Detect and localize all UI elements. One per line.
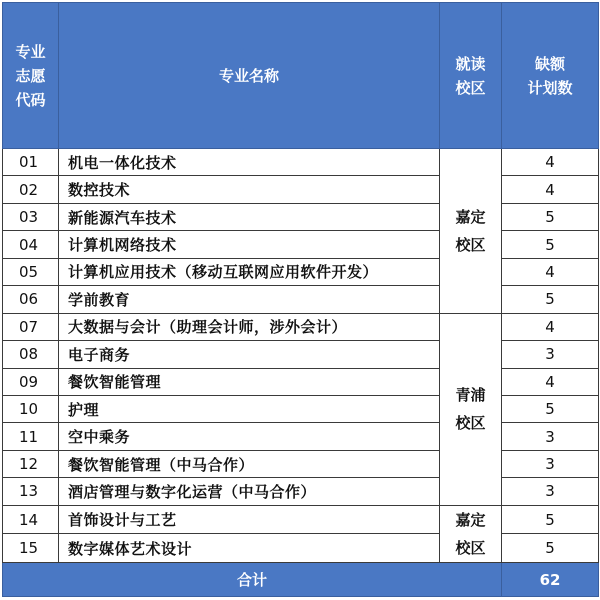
row-name: 电子商务 xyxy=(59,341,440,368)
row-quota: 4 xyxy=(502,176,599,203)
table-header-row xyxy=(3,3,599,149)
header-campus-line: 就读 xyxy=(455,54,486,73)
table-row xyxy=(3,341,599,368)
campus-line: 青浦 xyxy=(455,386,486,405)
table-row xyxy=(3,149,599,176)
header-quota-line: 计划数 xyxy=(527,78,573,97)
table-row xyxy=(3,478,599,505)
campus-cell-qingpu xyxy=(440,313,502,505)
header-code-line: 专业 xyxy=(15,42,46,61)
row-name: 学前教育 xyxy=(59,286,440,313)
row-quota: 5 xyxy=(502,231,599,258)
table-row xyxy=(3,423,599,450)
row-name: 数字媒体艺术设计 xyxy=(59,534,440,563)
header-campus xyxy=(440,3,502,149)
row-code: 14 xyxy=(3,505,59,534)
table-row xyxy=(3,450,599,477)
header-quota-line: 缺额 xyxy=(534,54,565,73)
row-quota: 4 xyxy=(502,149,599,176)
row-quota: 5 xyxy=(502,395,599,422)
table-row xyxy=(3,505,599,534)
row-code: 12 xyxy=(3,450,59,477)
row-name: 计算机应用技术（移动互联网应用软件开发） xyxy=(59,258,440,285)
table-row xyxy=(3,286,599,313)
total-label: 合计 xyxy=(3,563,502,597)
table-row xyxy=(3,231,599,258)
table-row xyxy=(3,534,599,563)
campus-line: 嘉定 xyxy=(455,510,486,529)
row-code: 08 xyxy=(3,341,59,368)
campus-line: 校区 xyxy=(455,538,486,557)
campus-line: 校区 xyxy=(455,414,486,433)
table-row xyxy=(3,176,599,203)
row-code: 06 xyxy=(3,286,59,313)
campus-cell-jiading xyxy=(440,149,502,314)
row-quota: 3 xyxy=(502,478,599,505)
header-quota xyxy=(502,3,599,149)
row-code: 15 xyxy=(3,534,59,563)
campus-line: 校区 xyxy=(455,235,486,254)
header-code-line: 代码 xyxy=(15,90,46,109)
header-code-line: 志愿 xyxy=(15,66,46,85)
row-code: 02 xyxy=(3,176,59,203)
row-code: 03 xyxy=(3,203,59,230)
row-quota: 3 xyxy=(502,341,599,368)
row-name: 计算机网络技术 xyxy=(59,231,440,258)
row-quota: 4 xyxy=(502,368,599,395)
row-code: 07 xyxy=(3,313,59,340)
campus-cell-jiading-2 xyxy=(440,505,502,562)
row-name: 机电一体化技术 xyxy=(59,149,440,176)
table-row xyxy=(3,258,599,285)
row-name: 护理 xyxy=(59,395,440,422)
table-row xyxy=(3,203,599,230)
row-quota: 4 xyxy=(502,258,599,285)
row-quota: 5 xyxy=(502,505,599,534)
header-name: 专业名称 xyxy=(59,3,440,149)
row-name: 新能源汽车技术 xyxy=(59,203,440,230)
header-campus-line: 校区 xyxy=(455,78,486,97)
row-name: 空中乘务 xyxy=(59,423,440,450)
total-row xyxy=(3,563,599,597)
enrollment-table xyxy=(2,2,599,597)
row-name: 首饰设计与工艺 xyxy=(59,505,440,534)
row-code: 10 xyxy=(3,395,59,422)
row-quota: 5 xyxy=(502,203,599,230)
row-code: 11 xyxy=(3,423,59,450)
row-code: 13 xyxy=(3,478,59,505)
row-code: 05 xyxy=(3,258,59,285)
total-value: 62 xyxy=(502,563,599,597)
row-quota: 5 xyxy=(502,286,599,313)
row-quota: 3 xyxy=(502,450,599,477)
header-code xyxy=(3,3,59,149)
row-name: 餐饮智能管理 xyxy=(59,368,440,395)
row-code: 09 xyxy=(3,368,59,395)
row-name: 酒店管理与数字化运营（中马合作） xyxy=(59,478,440,505)
row-code: 01 xyxy=(3,149,59,176)
row-name: 餐饮智能管理（中马合作） xyxy=(59,450,440,477)
row-quota: 3 xyxy=(502,423,599,450)
table-row xyxy=(3,395,599,422)
row-quota: 5 xyxy=(502,534,599,563)
row-quota: 4 xyxy=(502,313,599,340)
table-row xyxy=(3,368,599,395)
table-row xyxy=(3,313,599,340)
campus-line: 嘉定 xyxy=(455,207,486,226)
row-name: 数控技术 xyxy=(59,176,440,203)
row-code: 04 xyxy=(3,231,59,258)
row-name: 大数据与会计（助理会计师，涉外会计） xyxy=(59,313,440,340)
